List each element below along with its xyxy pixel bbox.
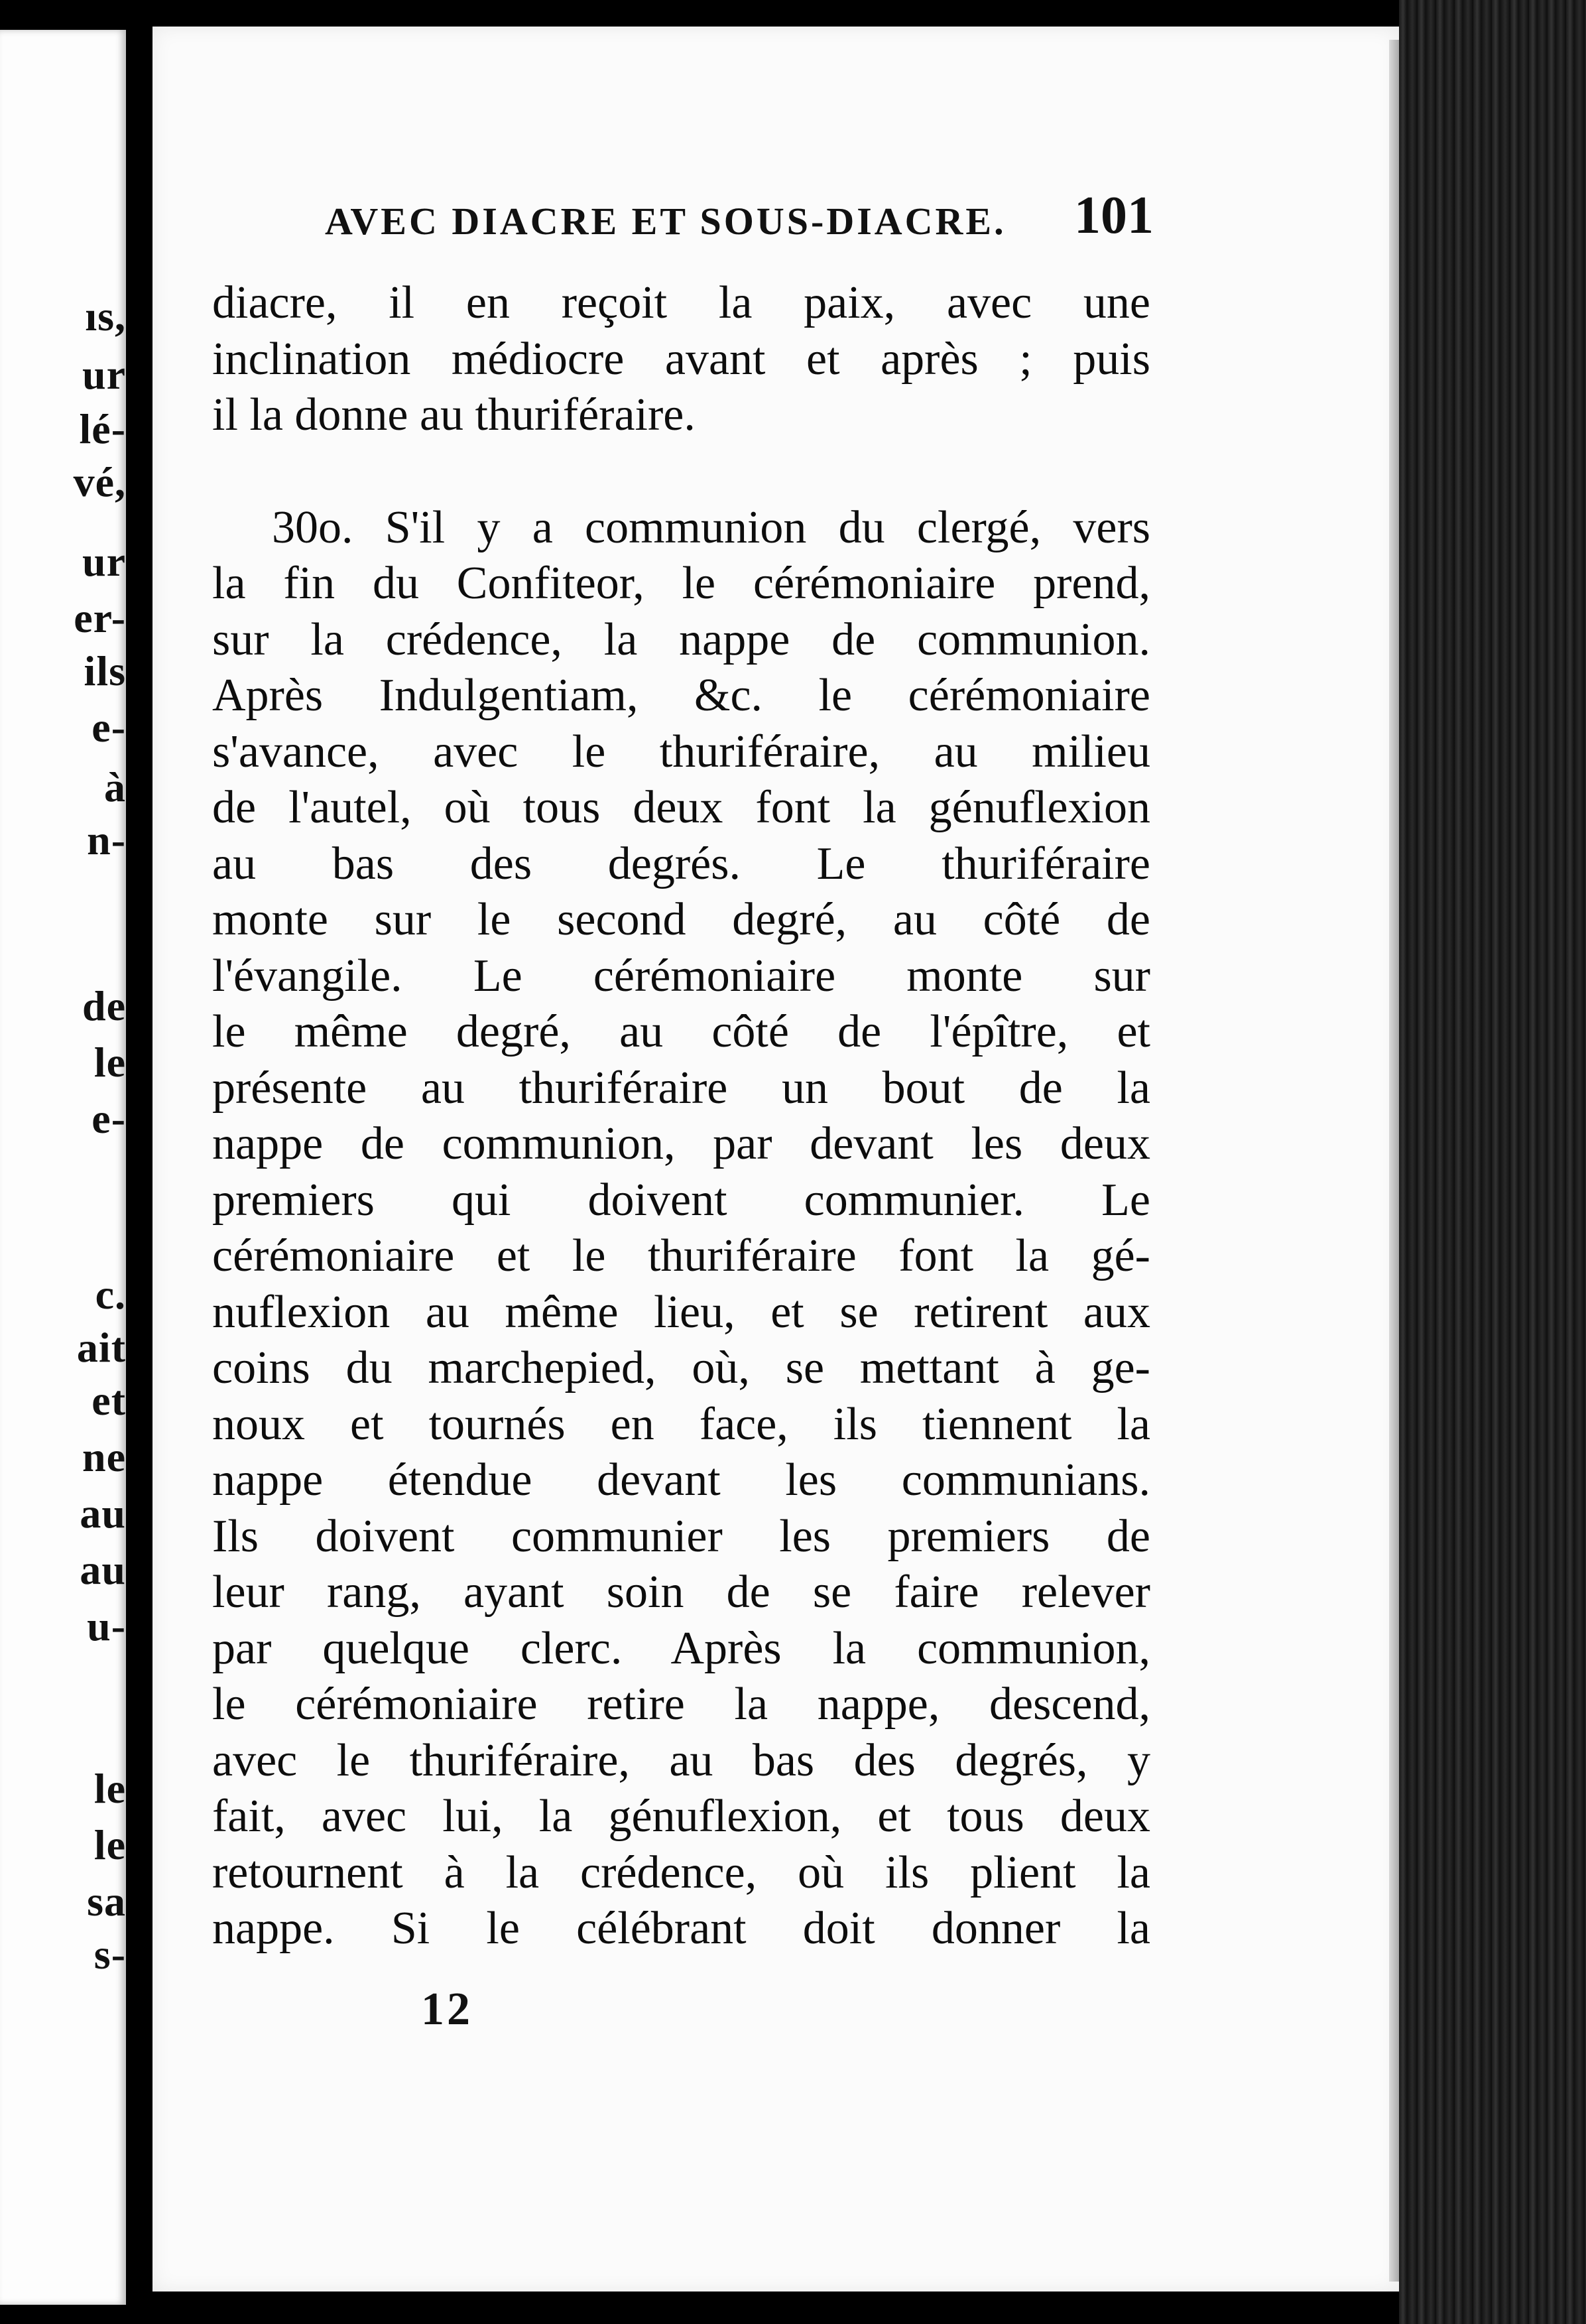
text-line: nappe. Si le célébrant doit donner la bbox=[212, 1903, 1150, 1954]
left-fragment: er- bbox=[74, 594, 126, 641]
body-text bbox=[212, 275, 1150, 1957]
book-gutter bbox=[126, 0, 152, 2324]
text-line: premiers qui doivent communier. Le bbox=[212, 1174, 1150, 1226]
left-fragment: lé- bbox=[79, 405, 126, 452]
text-line: au bas des degrés. Le thuriféraire bbox=[212, 838, 1150, 889]
paragraph bbox=[212, 275, 1150, 444]
left-fragment: de bbox=[82, 982, 126, 1029]
text-line: noux et tournés en face, ils tiennent la bbox=[212, 1398, 1150, 1450]
text-line: monte sur le second degré, au côté de bbox=[212, 894, 1150, 945]
left-page-edge bbox=[0, 30, 126, 2305]
text-line: de l'autel, où tous deux font la génuflexion bbox=[212, 782, 1150, 833]
signature-mark: 12 bbox=[421, 1984, 473, 2035]
left-fragment: ur bbox=[82, 351, 126, 398]
text-line: sur la crédence, la nappe de communion. bbox=[212, 613, 1150, 665]
text-line: l'évangile. Le cérémoniaire monte sur bbox=[212, 950, 1150, 1001]
text-line: avec le thuriféraire, au bas des degrés, y bbox=[212, 1734, 1150, 1786]
text-line: fait, avec lui, la génuflexion, et tous deux bbox=[212, 1791, 1150, 1842]
text-line: le cérémoniaire retire la nappe, descend, bbox=[212, 1679, 1150, 1730]
text-line: il la donne au thuriféraire. bbox=[212, 389, 696, 440]
left-fragment: sa bbox=[87, 1878, 126, 1925]
text-line: leur rang, ayant soin de se faire relever bbox=[212, 1567, 1150, 1618]
text-line: présente au thuriféraire un bout de la bbox=[212, 1062, 1150, 1114]
text-line: s'avance, avec le thuriféraire, au milieu bbox=[212, 726, 1150, 777]
running-head: AVEC DIACRE ET SOUS-DIACRE. bbox=[325, 200, 1006, 243]
text-line: retournent à la crédence, où ils plient la bbox=[212, 1846, 1150, 1898]
left-fragment: le bbox=[93, 1039, 126, 1086]
left-fragment: ils bbox=[84, 647, 126, 694]
text-line: nappe de communion, par devant les deux bbox=[212, 1118, 1150, 1169]
left-fragment: à bbox=[104, 763, 126, 810]
page-number: 101 bbox=[1074, 186, 1154, 245]
left-fragment: ne bbox=[82, 1433, 126, 1480]
text-line: Ils doivent communier les premiers de bbox=[212, 1510, 1150, 1562]
left-fragment: e- bbox=[91, 1095, 126, 1142]
text-line: inclination médiocre avant et après ; puis bbox=[212, 333, 1150, 385]
left-fragment: c. bbox=[95, 1271, 126, 1318]
book-binding bbox=[1399, 0, 1586, 2324]
text-line: le même degré, au côté de l'épître, et bbox=[212, 1006, 1150, 1057]
left-fragment: u- bbox=[87, 1602, 126, 1649]
paragraph bbox=[212, 500, 1150, 1957]
left-fragment: au bbox=[80, 1490, 126, 1537]
left-fragment: vé, bbox=[73, 458, 126, 505]
left-fragment: n- bbox=[87, 816, 126, 864]
left-fragment: le bbox=[93, 1765, 126, 1812]
text-line: coins du marchepied, où, se mettant à ge- bbox=[212, 1342, 1150, 1393]
text-line: par quelque clerc. Après la communion, bbox=[212, 1622, 1150, 1674]
text-line: nuflexion au même lieu, et se retirent aux bbox=[212, 1286, 1150, 1338]
page-header bbox=[325, 186, 1154, 245]
text-line: 30o. S'il y a communion du clergé, vers bbox=[272, 501, 1150, 553]
left-fragment: ur bbox=[82, 538, 126, 585]
text-line: cérémoniaire et le thuriféraire font la gé- bbox=[212, 1230, 1150, 1281]
text-line: la fin du Confiteor, le cérémoniaire prend, bbox=[212, 558, 1150, 609]
left-fragment: et bbox=[91, 1377, 126, 1424]
left-fragment: ıs, bbox=[85, 292, 126, 340]
text-line: Après Indulgentiam, &c. le cérémoniaire bbox=[212, 670, 1150, 721]
left-fragment: e- bbox=[91, 704, 126, 751]
left-fragment: s- bbox=[93, 1931, 126, 1978]
left-fragment: au bbox=[80, 1546, 126, 1593]
text-line: nappe étendue devant les communians. bbox=[212, 1454, 1150, 1506]
left-fragment: le bbox=[93, 1821, 126, 1868]
text-line: diacre, il en reçoit la paix, avec une bbox=[212, 277, 1150, 328]
left-fragment: ait bbox=[76, 1324, 126, 1371]
